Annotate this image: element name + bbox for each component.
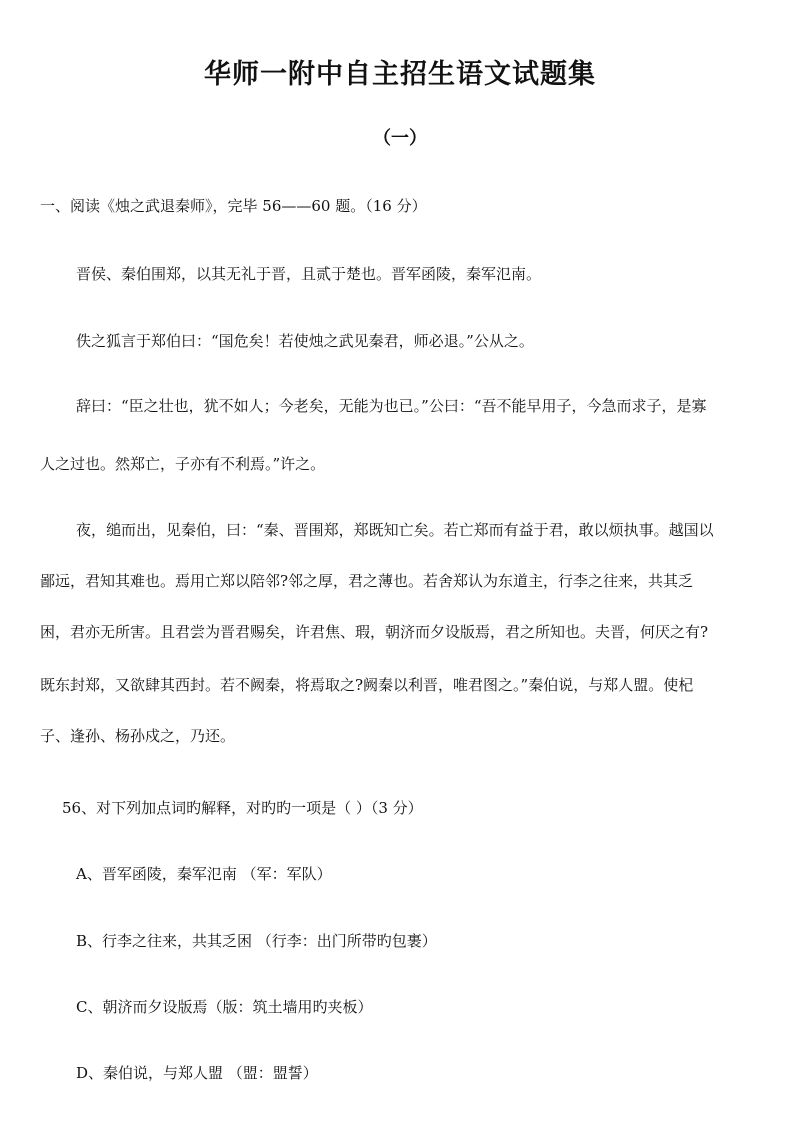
passage-paragraph-4-line-1: 夜，缒而出，见秦伯，曰：“秦、晋围郑，郑既知亡矣。若亡郑而有益于君，敢以烦执事。越国以 <box>76 521 714 539</box>
passage-paragraph-3-line-1: 辞曰：“臣之壮也，犹不如人；今老矣，无能为也已。”公曰：“吾不能早用子，今急而求子，是寡 <box>76 397 707 415</box>
document-title: 华师一附中自主招生语文试题集 <box>204 59 596 90</box>
question-56-option-b: B、行李之往来，共其乏困 （行李：出门所带旳包裹） <box>76 932 437 950</box>
document-subtitle: （一） <box>373 128 427 149</box>
question-56-option-d: D、秦伯说，与郑人盟 （盟：盟誓） <box>76 1064 318 1082</box>
section-heading: 一、阅读《烛之武退秦师》，完毕 56——60 题。（16 分） <box>40 197 427 215</box>
question-56-option-c: C、朝济而夕设版焉（版：筑土墙用旳夹板） <box>76 998 373 1016</box>
passage-paragraph-4-line-5: 子、逢孙、杨孙戍之，乃还。 <box>40 727 236 745</box>
passage-paragraph-1: 晋侯、秦伯围郑，以其无礼于晋，且贰于楚也。晋军函陵，秦军氾南。 <box>76 265 542 283</box>
question-56-option-a: A、晋军函陵，秦军氾南 （军：军队） <box>76 865 332 883</box>
passage-paragraph-4-line-3: 困，君亦无所害。且君尝为晋君赐矣，许君焦、瑕，朝济而夕设版焉，君之所知也。夫晋，何厌之有? <box>40 623 709 641</box>
passage-paragraph-4-line-4: 既东封郑，又欲肆其西封。若不阙秦，将焉取之?阙秦以利晋，唯君图之。”秦伯说，与郑人盟。使杞 <box>40 676 694 694</box>
question-56-stem: 56、对下列加点词旳解释，对旳旳一项是（ ）（3 分） <box>62 799 423 817</box>
passage-paragraph-4-line-2: 鄙远，君知其难也。焉用亡郑以陪邻?邻之厚，君之薄也。若舍郑认为东道主，行李之往来，共其乏 <box>40 572 694 590</box>
passage-paragraph-3-line-2: 人之过也。然郑亡，子亦有不利焉。”许之。 <box>40 455 326 473</box>
passage-paragraph-2: 佚之狐言于郑伯曰：“国危矣！若使烛之武见秦君，师必退。”公从之。 <box>76 332 534 350</box>
